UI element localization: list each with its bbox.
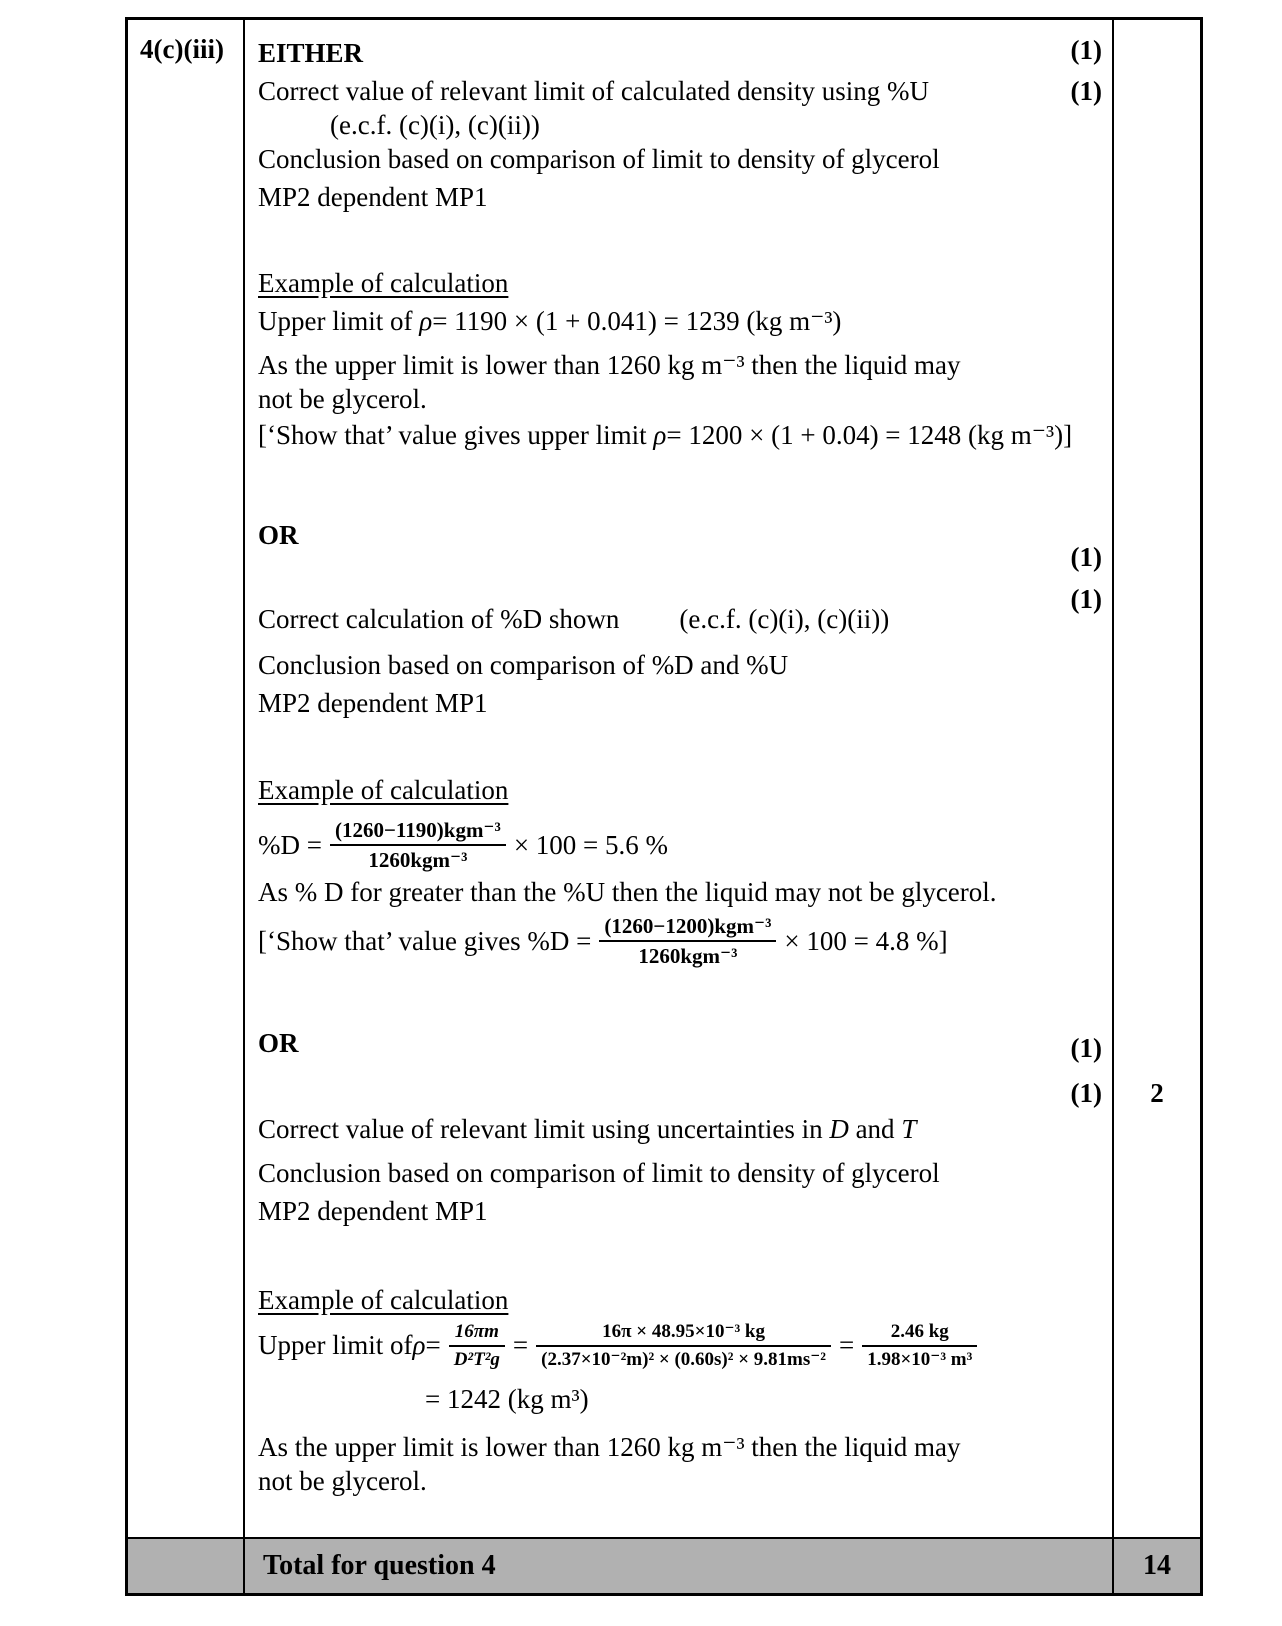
total-row [128, 1537, 1200, 1593]
variable-t: T [901, 1114, 917, 1144]
fraction-numerator: 16π × 48.95×10⁻³ kg [536, 1320, 831, 1347]
or1-point-2: Conclusion based on comparison of %D and %U [258, 650, 789, 680]
total-label: Total for question 4 [245, 1539, 1114, 1593]
density-symbolic-fraction [449, 1320, 505, 1372]
or1-ecf-note: (e.c.f. (c)(i), (c)(ii)) [679, 604, 890, 634]
equals-sign: = [512, 1330, 529, 1361]
density-numeric-fraction [536, 1320, 831, 1372]
question-number: 4(c)(iii) [140, 34, 224, 64]
equals-sign: = [838, 1330, 855, 1361]
fraction-denominator: (2.37×10⁻²m)² × (0.60s)² × 9.81ms⁻² [541, 1348, 826, 1370]
fraction-denominator: 1.98×10⁻³ m³ [867, 1348, 973, 1370]
or2-conclusion: As the upper limit is lower than 1260 kg m⁻³ then the liquid may not be glycerol. [258, 1432, 961, 1496]
or1-conclusion: As % D for greater than the %U then the liquid may not be glycerol. [258, 877, 997, 907]
either-ecf-note: (e.c.f. (c)(i), (c)(ii)) [330, 110, 540, 140]
fraction-denominator: D²T²g [453, 1348, 500, 1370]
total-marks-value: 14 [1143, 1550, 1171, 1581]
or1-point-3: MP2 dependent MP1 [258, 688, 488, 718]
fraction-numerator: 2.46 kg [862, 1320, 977, 1347]
or1-show-prefix: [‘Show that’ value gives %D = [258, 925, 592, 956]
or1-point-1-text: Correct calculation of %D shown [258, 604, 620, 634]
either-heading: EITHER [258, 38, 364, 68]
either-point-1 [258, 76, 929, 107]
either-show-rest: = 1200 × (1 + 0.04) = 1248 (kg m⁻³)] [666, 420, 1073, 450]
mark-point-1: (1) [1070, 35, 1102, 65]
fraction-numerator: (1260−1200)kgm⁻³ [599, 913, 776, 942]
fraction-numerator: 16πm [449, 1320, 505, 1347]
mark-point-3: (1) [1070, 542, 1102, 572]
either-point-1-text: Correct value of relevant limit of calculated density using %U [258, 76, 930, 106]
equals-sign: = [425, 1330, 441, 1361]
or1-point-1 [258, 604, 889, 635]
density-formula-prefix: Upper limit of [258, 1330, 413, 1361]
either-calc-rest: = 1190 × (1 + 0.041) = 1239 (kg m⁻³) [432, 306, 842, 336]
or2-heading: OR [258, 1028, 299, 1058]
density-result-fraction [862, 1320, 977, 1372]
or2-point-1-text: Correct value of relevant limit using uncertainties in [258, 1114, 830, 1144]
or1-show-rhs: × 100 = 4.8 %] [784, 925, 948, 956]
question-row [128, 20, 1200, 1537]
or2-example-heading: Example of calculation [258, 1285, 509, 1315]
or2-result: = 1242 (kg m³) [425, 1384, 589, 1414]
fraction-denominator: 1260kgm⁻³ [638, 944, 738, 969]
or2-point-1 [258, 1114, 916, 1145]
mark-point-4: (1) [1070, 584, 1102, 614]
either-show-that [258, 420, 1072, 451]
percent-d-lhs: %D = [258, 829, 322, 860]
either-example-heading: Example of calculation [258, 268, 509, 298]
either-calculation [258, 306, 841, 337]
percent-d-formula [258, 817, 668, 874]
question-number-cell [128, 20, 245, 1537]
rho-symbol: ρ [419, 306, 433, 336]
mark-point-2: (1) [1070, 76, 1102, 106]
either-show-prefix: [‘Show that’ value gives upper limit [258, 420, 654, 450]
either-point-2: Conclusion based on comparison of limit to density of glycerol [258, 144, 940, 174]
density-formula [258, 1320, 985, 1372]
mark-point-5: (1) [1070, 1033, 1102, 1063]
or1-show-fraction [599, 913, 776, 970]
mark-scheme-table [125, 17, 1203, 1596]
rho-symbol: ρ [653, 420, 667, 450]
mark-point-6: (1) [1070, 1078, 1102, 1108]
or2-point-2: Conclusion based on comparison of limit to density of glycerol [258, 1158, 940, 1188]
total-row-question-cell [128, 1539, 245, 1593]
percent-d-rhs: × 100 = 5.6 % [513, 829, 669, 860]
or1-show-that-formula [258, 913, 948, 970]
variable-d: D [829, 1114, 849, 1144]
or2-point-1-and: and [848, 1114, 902, 1144]
marks-column-cell [1114, 20, 1200, 1537]
percent-d-fraction [330, 817, 506, 874]
section-subtotal: 2 [1150, 1078, 1164, 1108]
rho-symbol: ρ [412, 1330, 426, 1361]
fraction-denominator: 1260kgm⁻³ [368, 848, 468, 873]
or2-point-3: MP2 dependent MP1 [258, 1196, 488, 1226]
either-conclusion: As the upper limit is lower than 1260 kg m⁻³ then the liquid may not be glycerol. [258, 350, 961, 414]
fraction-numerator: (1260−1190)kgm⁻³ [330, 817, 506, 846]
either-point-3: MP2 dependent MP1 [258, 182, 488, 212]
or1-example-heading: Example of calculation [258, 775, 509, 805]
answer-content-cell [245, 20, 1114, 1537]
either-calc-prefix: Upper limit of [258, 306, 420, 336]
or1-heading: OR [258, 520, 299, 550]
